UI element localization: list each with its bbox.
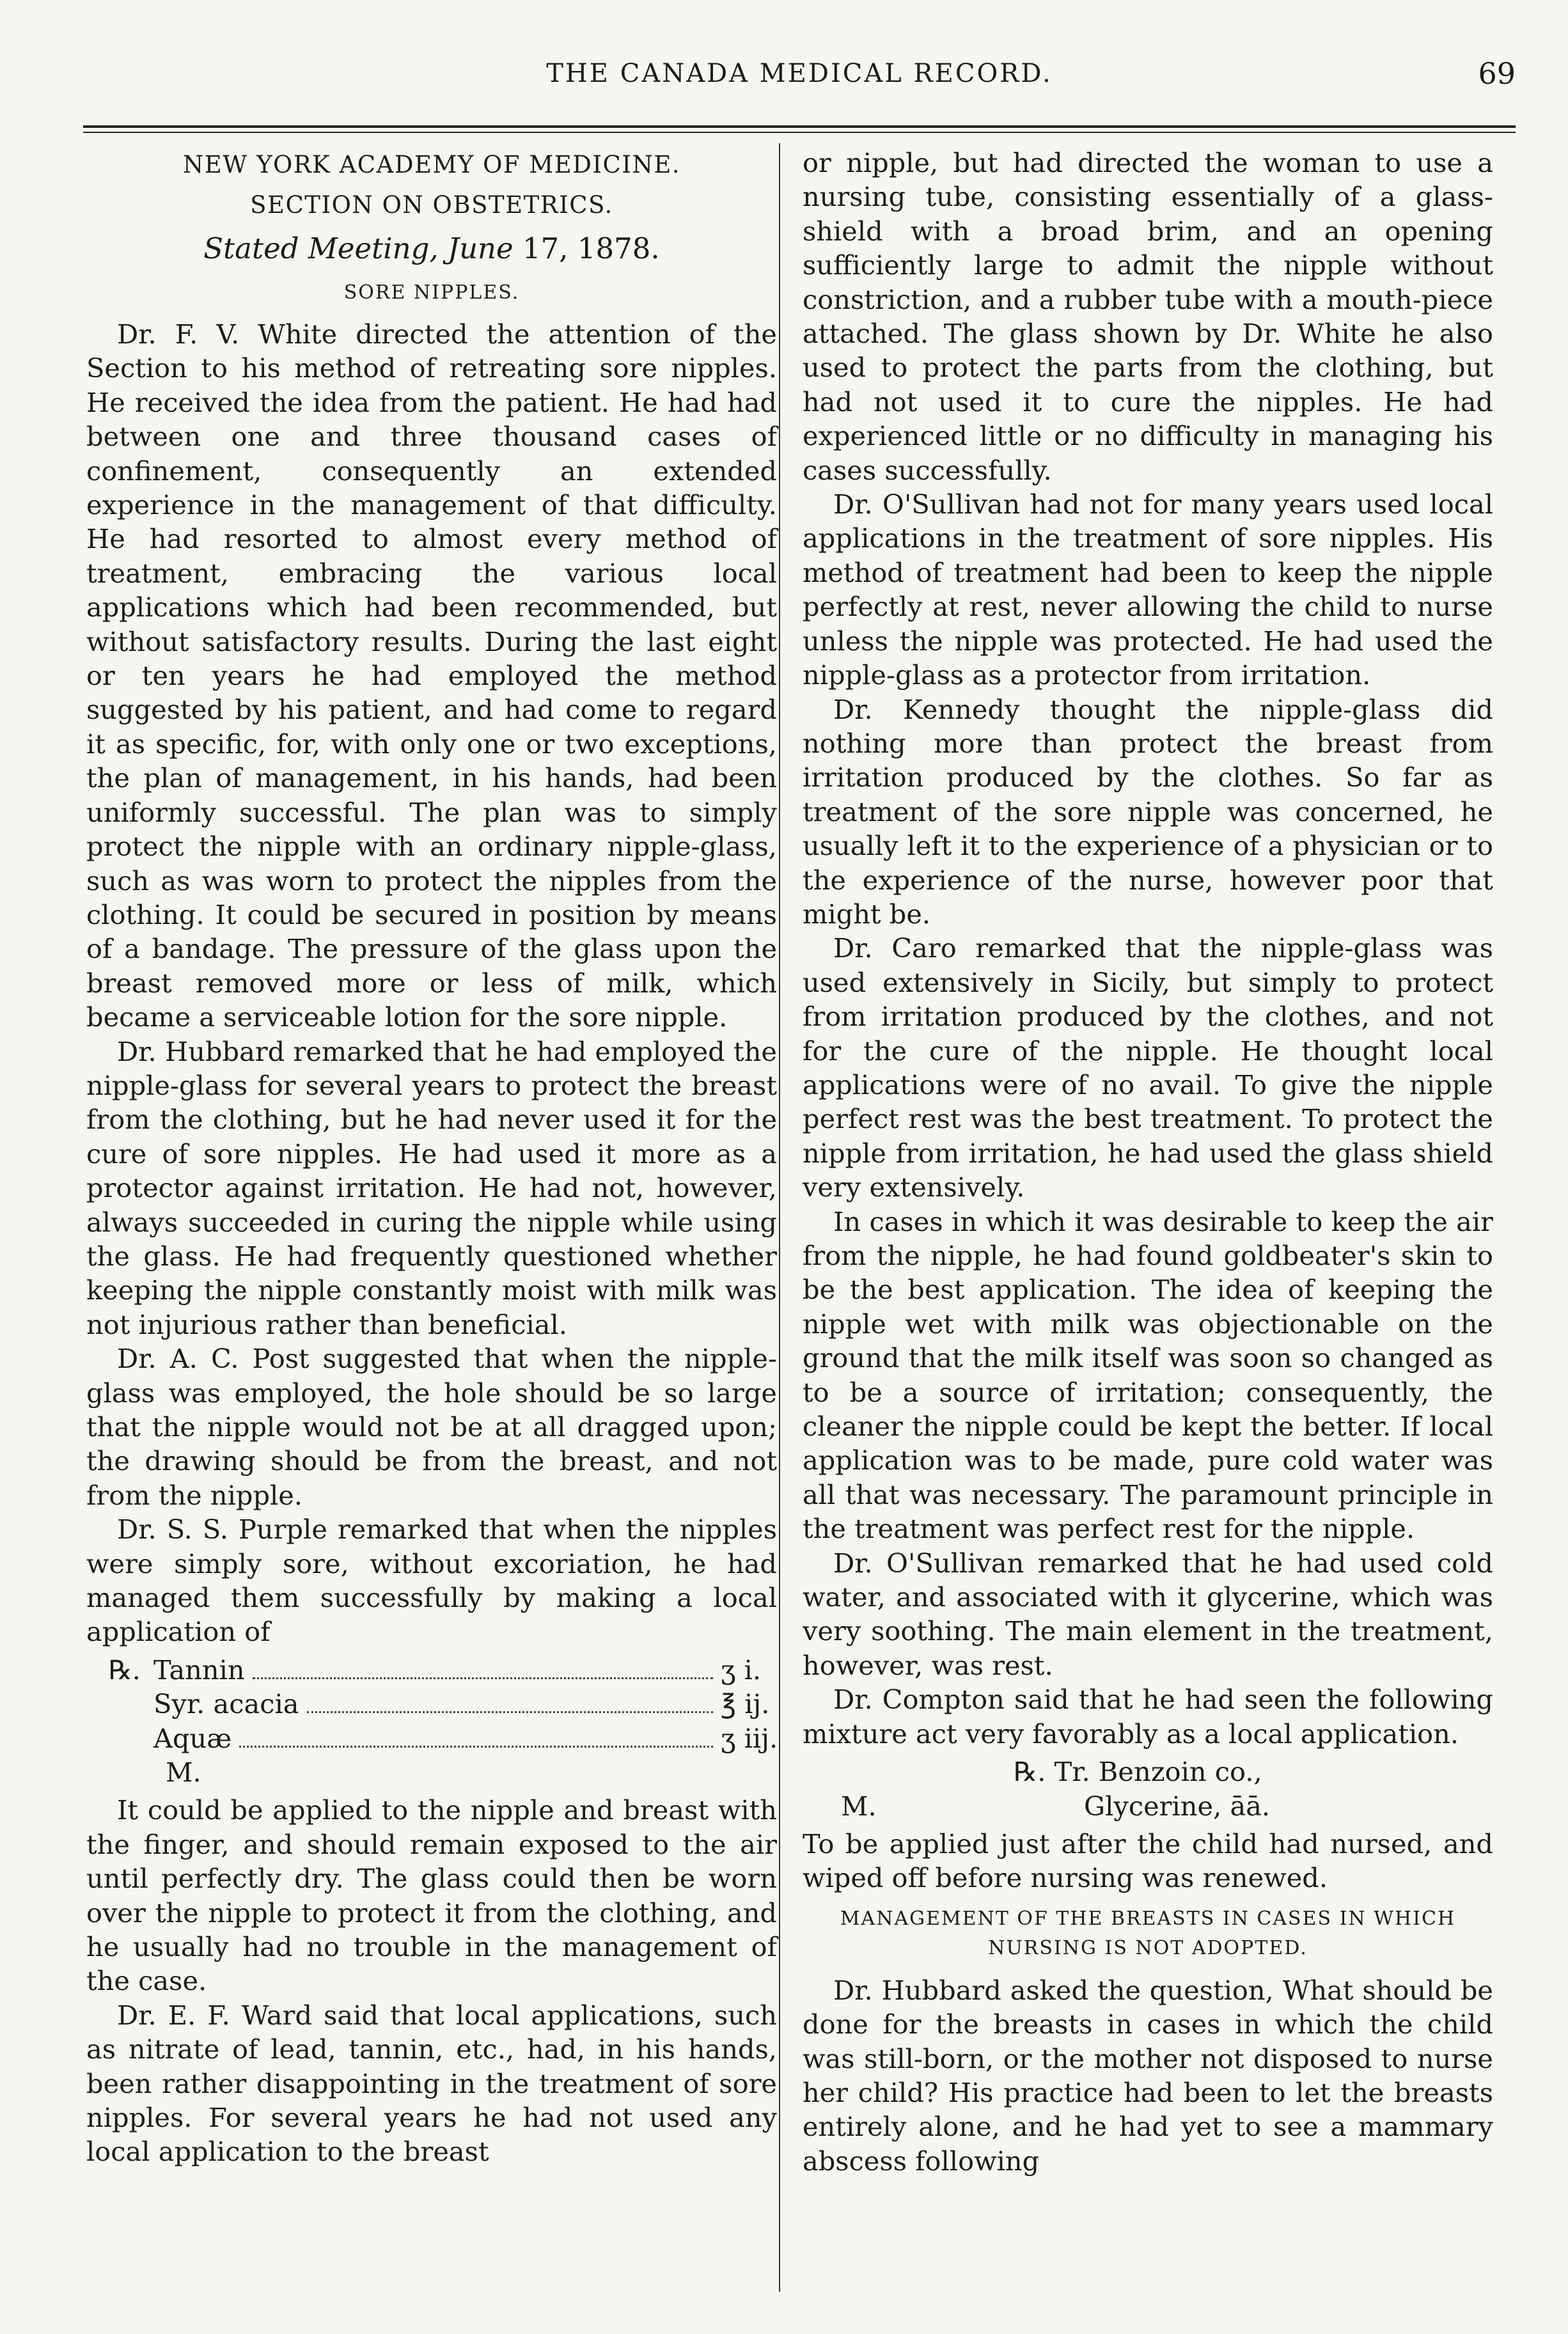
prescription-line: ℞. Tr. Benzoin co., xyxy=(1014,1756,1262,1788)
page-header xyxy=(83,56,1516,110)
paragraph-kennedy: Dr. Kennedy thought the nipple-glass did nothing more than protect the breast from irritation produced by the clothes. So far as treatment of the sore nipple was concerned, he usually left it to the experience of a physician or to the experience of the nurse, however poor that might be. xyxy=(803,693,1493,930)
recipe-symbol: ℞. xyxy=(108,1654,141,1686)
ingredient-name: Glycerine, āā. xyxy=(1084,1790,1271,1822)
meeting-date xyxy=(86,226,777,271)
meeting-day: 17, xyxy=(522,231,568,265)
right-column xyxy=(803,146,1493,2178)
ingredient-dose: ʒ i. xyxy=(721,1654,762,1686)
paragraph-ward: Dr. E. F. Ward said that local applications, such as nitrate of lead, tannin, etc., had, in his hands, been rather disappointing in the treatment of sore nipples. For several years he had not used any local application to the breast xyxy=(86,1999,777,2168)
leader-dots xyxy=(253,1677,713,1679)
prescription-benzoin xyxy=(803,1755,1493,1823)
ingredient-name: Aquæ xyxy=(153,1722,232,1754)
paragraph-post: Dr. A. C. Post suggested that when the nipple-glass was employed, the hole should be so large that the nipple would not be at all dragged upon; the drawing should be from the breast, and not from the nipple. xyxy=(86,1343,777,1511)
left-column xyxy=(86,146,777,2169)
meeting-year: 1878. xyxy=(577,231,660,265)
section-heading: SECTION ON OBSTETRICS. xyxy=(250,191,613,219)
ingredient-name: Tannin xyxy=(153,1654,245,1686)
meeting-label: Stated Meeting, June xyxy=(203,231,514,265)
paragraph-directions: To be applied just after the child had nursed, and wiped off before nursing was renewed. xyxy=(803,1828,1493,1894)
prescription-line xyxy=(86,1721,777,1755)
ingredient-dose: ʒ iij. xyxy=(721,1722,778,1754)
prescription-line xyxy=(803,1789,1493,1823)
misce-mark: M. xyxy=(841,1790,877,1822)
paragraph-hubbard: Dr. Hubbard remarked that he had employed the nipple-glass for several years to protect the breast from the clothing, but he had never used it for the cure of sore nipples. He had used it more as a protector against irritation. He had not, however, always succeeded in curing the nipple while using the glass. He had frequently questioned whether keeping the nipple constantly moist with milk was not injurious rather than beneficial. xyxy=(86,1035,777,1340)
misce-mark: M. xyxy=(166,1757,201,1789)
prescription-tannin xyxy=(86,1653,777,1790)
prescription-line xyxy=(86,1687,777,1721)
academy-heading: NEW YORK ACADEMY OF MEDICINE. xyxy=(182,151,681,178)
column-divider xyxy=(779,143,780,2292)
topic-heading: SORE NIPPLES. xyxy=(343,281,520,304)
paragraph-compton: Dr. Compton said that he had seen the following mixture act very favorably as a local application. xyxy=(803,1684,1493,1750)
paragraph-purple: Dr. S. S. Purple remarked that when the nipples were simply sore, without excoriation, he had managed them successfully by making a local application of xyxy=(86,1514,777,1648)
paragraph-caro: Dr. Caro remarked that the nipple-glass was used extensively in Sicily, but simply to protect from irritation produced by the clothes, and not for the cure of the nipple. He thought local applications were of no avail. To give the nipple perfect rest was the best treatment. To protect the nipple from irritation, he had used the glass shield very extensively. xyxy=(803,932,1493,1203)
ingredient-name: Syr. acacia xyxy=(153,1688,299,1720)
paragraph-application: It could be applied to the nipple and breast with the finger, and should remain exposed to the air until perfectly dry. The glass could then be worn over the nipple to protect it from the clothing, and he usually had no trouble in the management of the case. xyxy=(86,1794,777,1997)
paragraph-osullivan: Dr. O'Sullivan had not for many years used local applications in the treatment of sore nipples. His method of treatment had been to keep the nipple perfectly at rest, never allowing the child to nurse unless the nipple was protected. He had used the nipple-glass as a protector from irritation. xyxy=(803,489,1493,691)
leader-dots xyxy=(239,1746,713,1748)
prescription-line xyxy=(86,1653,777,1687)
paragraph-ward-continued: or nipple, but had directed the woman to use a nursing tube, consisting essentially of a glass-shield with a broad brim, and an opening sufficiently large to admit the nipple without constriction, and a rubber tube with a mouth-piece attached. The glass shown by Dr. White he also used to protect the parts from the clothing, but had not used it to cure the nipples. He had experienced little or no difficulty in managing his cases successfully. xyxy=(803,147,1493,486)
ingredient-dose: ℥ ij. xyxy=(721,1688,770,1720)
running-title: THE CANADA MEDICAL RECORD. xyxy=(546,59,1053,88)
paragraph-white: Dr. F. V. White directed the attention of the Section to his method of retreating sore nipples. He received the idea from the patient. He had had between one and three thousand cases of confinement, consequently an extended experience in the management of that difficulty. He had resorted to almost every method of treatment, embracing the various local applications which had been recommended, but without satisfactory results. During the last eight or ten years he had employed the method suggested by his patient, and had come to regard it as specific, for, with only one or two exceptions, the plan of management, in his hands, had been uniformly successful. The plan was to simply protect the nipple with an ordinary nipple-glass, such as was worn to protect the nipples from the clothing. It could be secured in position by means of a bandage. The pressure of the glass upon the breast removed more or less of milk, which became a serviceable lotion for the sore nipple. xyxy=(86,318,777,1033)
leader-dots xyxy=(307,1711,713,1713)
page-number: 69 xyxy=(1478,56,1516,91)
header-double-rule xyxy=(83,125,1516,133)
subheading-breast-management: MANAGEMENT OF THE BREASTS IN CASES IN WHICH NURSING IS NOT ADOPTED. xyxy=(840,1907,1456,1959)
paragraph-goldbeater: In cases in which it was desirable to keep the air from the nipple, he had found goldbeater's skin to be the best application. The idea of keeping the nipple wet with milk was objectionable on the ground that the milk itself was soon so changed as to be a source of irritation; consequently, the cleaner the nipple could be kept the better. If local application was to be made, pure cold water was all that was necessary. The paramount principle in the treatment was perfect rest for the nipple. xyxy=(803,1205,1493,1545)
paragraph-hubbard-question: Dr. Hubbard asked the question, What should be done for the breasts in cases in which the child was still-born, or the mother not disposed to nurse her child? His practice had been to let the breasts entirely alone, and he had yet to see a mammary abscess following xyxy=(803,1974,1493,2177)
paragraph-osullivan-glycerine: Dr. O'Sullivan remarked that he had used cold water, and associated with it glycerine, which was very soothing. The main element in the treatment, however, was rest. xyxy=(803,1547,1493,1681)
